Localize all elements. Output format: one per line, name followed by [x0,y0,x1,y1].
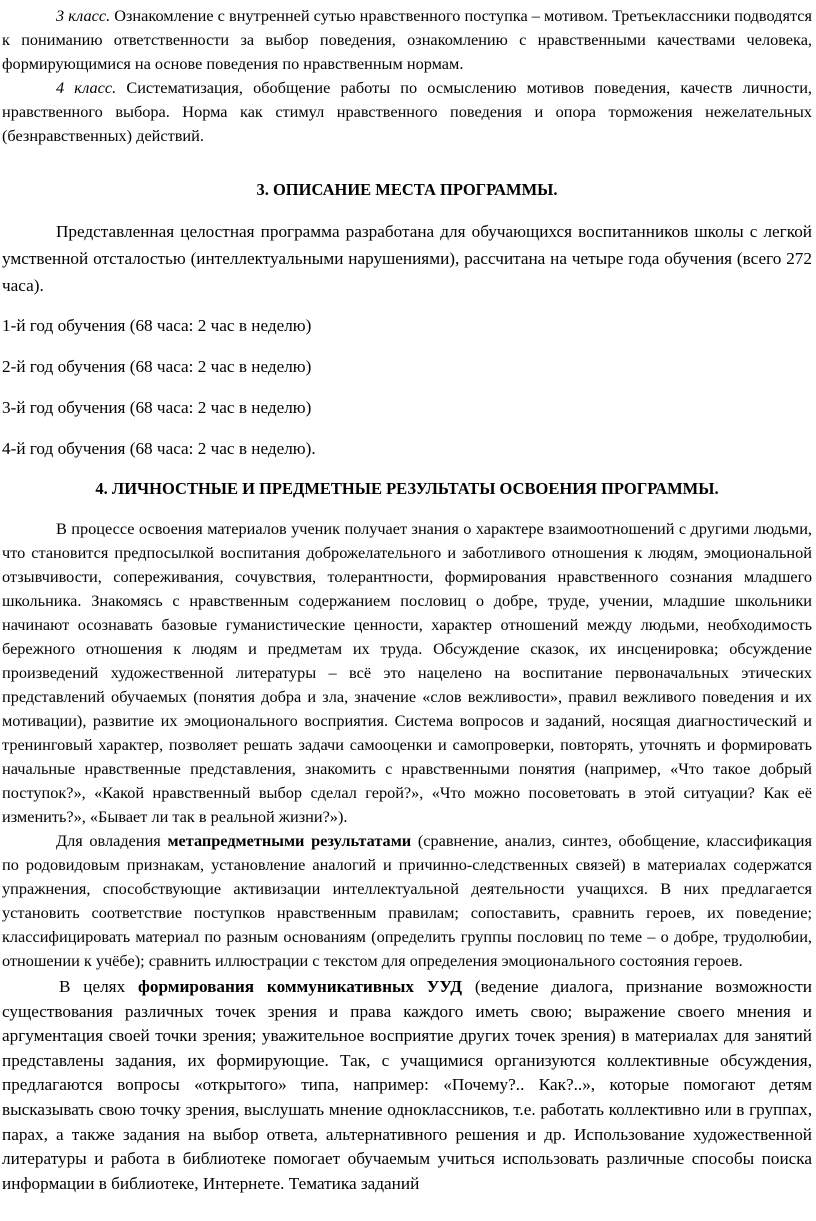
year-4: 4-й год обучения (68 часа: 2 час в неделю). [2,439,316,458]
year-2: 2-й год обучения (68 часа: 2 час в неделю) [2,357,312,376]
grade4-text: Систематизация, обобщение работы по осмыслению мотивов поведения, качеств личности, нравственного выбора. Норма как стимул нравственного поведения и опора торможения нежелательных (безнравственных) действий. [2,78,812,145]
section4-paragraph-2: Для овладения метапредметными результатами (сравнение, анализ, синтез, обобщение, классификация по родовидовым признакам, установление аналогий и причинно-следственных связей) в материалах содержатся упражнения, способствующие активизации интеллектуальной деятельности учащихся. В них предлагается установить соответствие поступков нравственным правилам; сопоставить, сравнить героев, их поведение; классифицировать материал по разным основаниям (определить группы пословиц по теме – о добре, трудолюбии, отношении к учёбе); сравнить иллюстрации с текстом для определения эмоционального состояния героев. [2,831,813,970]
year-3: 3-й год обучения (68 часа: 2 час в неделю) [2,398,312,417]
grade4-label: 4 класс. [56,78,117,97]
communicative-uud-term: формирования коммуникативных УУД [137,977,463,996]
metasubject-results-term: метапредметными результатами [167,831,412,850]
grade3-paragraph [2,4,812,76]
grade3-label: 3 класс. [56,6,111,25]
grade4-paragraph [2,76,812,148]
section4-heading: 4. ЛИЧНОСТНЫЕ И ПРЕДМЕТНЫЕ РЕЗУЛЬТАТЫ ОСВОЕНИЯ ПРОГРАММЫ. [95,479,719,498]
year-1: 1-й год обучения (68 часа: 2 час в неделю) [2,316,312,335]
section4-paragraph-1: В процессе освоения материалов ученик получает знания о характере взаимоотношений с другими людьми, что становится предпосылкой воспитания доброжелательного и заботливого отношения к людям, эмоциональной отзывчивости, сопереживания, сочувствия, толерантности, формирования нравственного сознания младшего школьника. Знакомясь с нравственным содержанием пословиц о добре, труде, учении, младшие школьники начинают осознавать базовые гуманистические ценности, характер отношений между людьми, необходимость бережного отношения к людям и предметам их труда. Обсуждение сказок, их инсценировка; обсуждение произведений художественной литературы – всё это нацелено на воспитание первоначальных этических представлений обучаемых (понятия добра и зла, значение «слов вежливости», правил вежливого поведения и их мотивации), развитие их эмоционального восприятия. Система вопросов и заданий, носящая диагностический и тренинговый характер, позволяет решать задачи самооценки и самопроверки, повторять, уточнять и формировать начальные нравственные представления, знакомить с нравственными понятия (например, «Что такое добрый поступок?», «Какой нравственный выбор сделал герой?», «Что можно посоветовать в этой ситуации? Как её изменить?», «Бывает ли так в реальной жизни?»). [2,519,812,826]
grade3-text: Ознакомление с внутренней сутью нравственного поступка – мотивом. Третьеклассники подводятся к пониманию ответственности за выбор поведения, ознакомлению с нравственными качествами человека, формирующимися на основе поведения по нравственным нормам. [2,6,812,73]
section3-paragraph: Представленная целостная программа разработана для обучающихся воспитанников школы с легкой умственной отсталостью (интеллектуальными нарушениями), рассчитана на четыре года обучения (всего 272 часа). [2,222,812,295]
section4-paragraph-3: В целях формирования коммуникативных УУД (ведение диалога, признание возможности существования различных точек зрения и права каждого иметь свою; выражение своего мнения и аргументация своей точки зрения; уважительное восприятие других точек зрения) в материалах для занятий представлены задания, их формирующие. Так, с учащимися организуются коллективные обсуждения, предлагаются вопросы «открытого» типа, например: «Почему?.. Как?..», которые помогают детям высказывать свою точку зрения, выслушать мнение одноклассников, т.е. работать коллективно или в группах, парах, а также задания на выбор ответа, альтернативного решения и др. Использование художественной литературы и работа в библиотеке помогает обучаемым учиться использовать различные способы поиска информации в библиотеке, Интернете. Тематика заданий [2,977,812,1193]
section3-heading: 3. ОПИСАНИЕ МЕСТА ПРОГРАММЫ. [256,180,558,199]
